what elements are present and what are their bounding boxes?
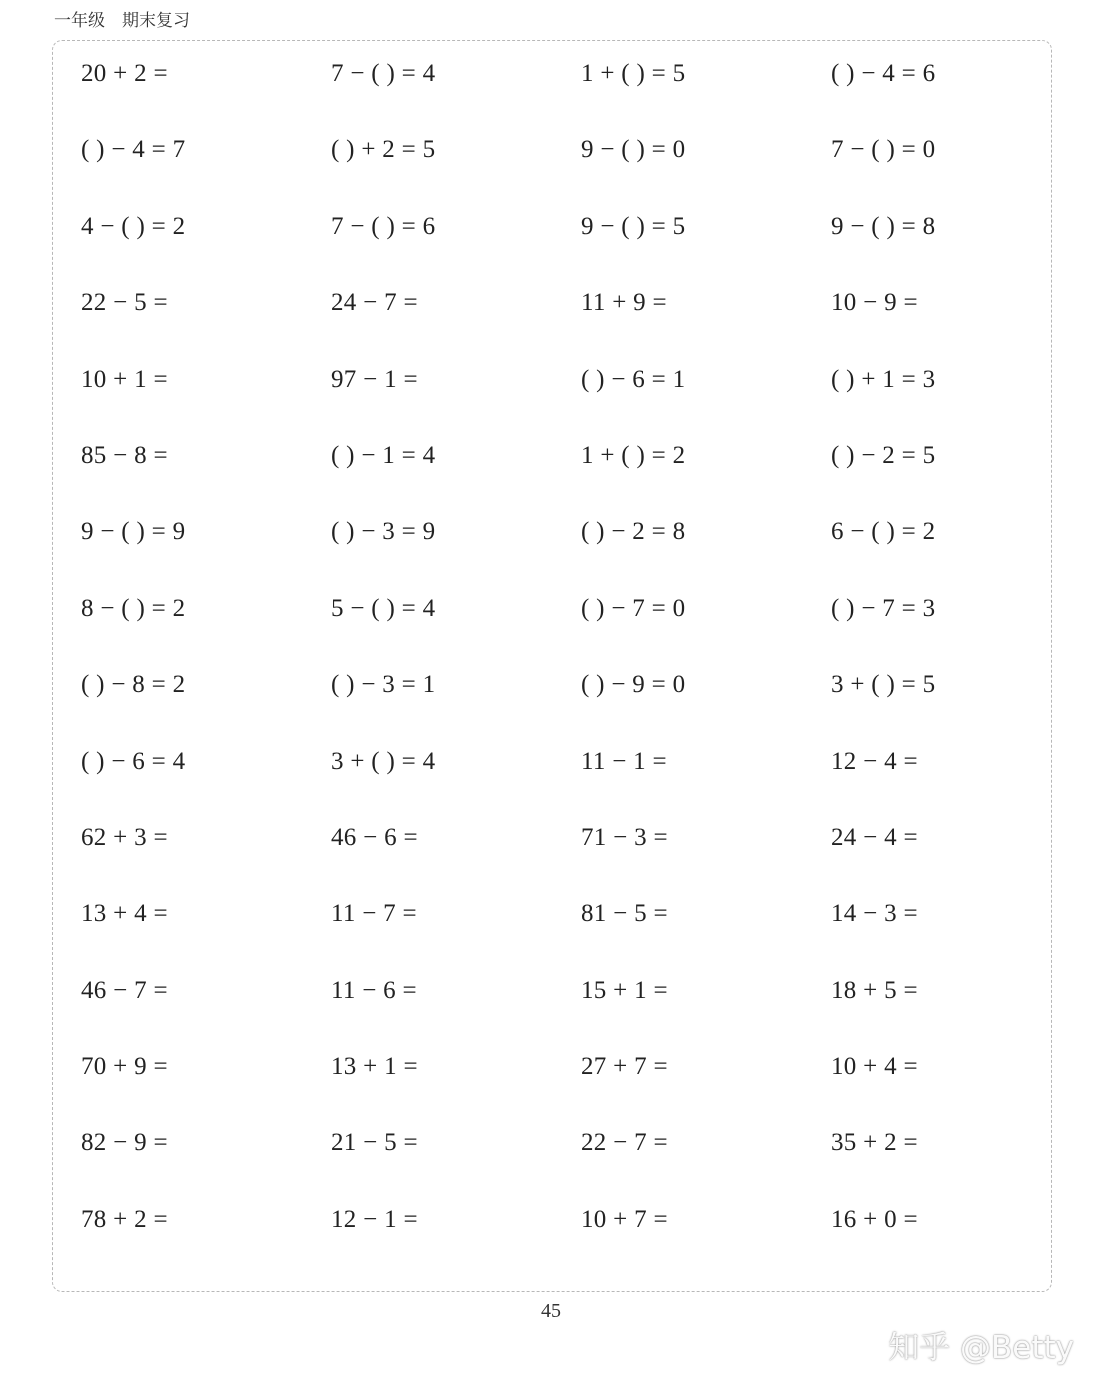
math-problem: ( ) − 6 = 1 [581,365,686,393]
math-problem: 10 + 1 = [81,365,168,393]
math-problem: ( ) − 4 = 7 [81,136,186,164]
math-problem: ( ) − 2 = 5 [831,441,936,469]
math-problem: 46 − 6 = [331,823,418,851]
math-problem: 12 − 1 = [331,1205,418,1233]
math-problem: 9 − ( ) = 8 [831,212,936,240]
math-problem: ( ) − 7 = 3 [831,594,936,622]
math-problem: 5 − ( ) = 4 [331,594,436,622]
math-problem: 82 − 9 = [81,1129,168,1157]
math-problem: ( ) + 2 = 5 [331,136,436,164]
math-problem: ( ) − 8 = 2 [81,671,186,699]
math-problem: 21 − 5 = [331,1129,418,1157]
watermark: 知乎 @Betty [888,1330,1074,1366]
math-problem: 3 + ( ) = 5 [831,671,936,699]
math-problem: 78 + 2 = [81,1205,168,1233]
math-problem: 9 − ( ) = 5 [581,212,686,240]
page-number: 45 [541,1300,561,1322]
math-problem: 9 − ( ) = 9 [81,518,186,546]
math-problem: 13 + 4 = [81,900,168,928]
math-problem: 97 − 1 = [331,365,418,393]
worksheet-header: 一年级 期末复习 [54,11,190,31]
math-problem: 9 − ( ) = 0 [581,136,686,164]
math-problem: 27 + 7 = [581,1053,668,1081]
math-problem: 11 − 1 = [581,747,667,775]
math-problem: 18 + 5 = [831,976,918,1004]
math-problem: 4 − ( ) = 2 [81,212,186,240]
math-problem: 22 − 7 = [581,1129,668,1157]
math-problem: 7 − ( ) = 6 [331,212,436,240]
math-problem: ( ) − 4 = 6 [831,60,936,87]
math-problem: 1 + ( ) = 2 [581,441,686,469]
math-problem: 7 − ( ) = 4 [331,60,436,87]
math-problem: 11 − 6 = [331,976,417,1004]
math-problem: 10 + 7 = [581,1205,668,1233]
math-problem: 11 − 7 = [331,900,417,928]
math-problem: 22 − 5 = [81,289,168,317]
math-problem: 46 − 7 = [81,976,168,1004]
problem-sheet [52,40,1052,1292]
math-problem: 24 − 7 = [331,289,418,317]
math-problem: 8 − ( ) = 2 [81,594,186,622]
math-problem: 6 − ( ) = 2 [831,518,936,546]
math-problem: 15 + 1 = [581,976,668,1004]
math-problem: ( ) − 6 = 4 [81,747,186,775]
math-problem: 10 + 4 = [831,1053,918,1081]
math-problem: 20 + 2 = [81,60,168,87]
math-problem: 85 − 8 = [81,441,168,469]
math-problem: 35 + 2 = [831,1129,918,1157]
math-problem: 1 + ( ) = 5 [581,60,686,87]
math-problem: 3 + ( ) = 4 [331,747,436,775]
math-problem: ( ) − 3 = 1 [331,671,436,699]
math-problem: ( ) − 7 = 0 [581,594,686,622]
math-problem: 12 − 4 = [831,747,918,775]
math-problem: 81 − 5 = [581,900,668,928]
math-problem: ( ) − 9 = 0 [581,671,686,699]
math-problem: ( ) − 3 = 9 [331,518,436,546]
math-problem: 7 − ( ) = 0 [831,136,936,164]
math-problem: 62 + 3 = [81,823,168,851]
math-problem: ( ) − 2 = 8 [581,518,686,546]
math-problem: 24 − 4 = [831,823,918,851]
math-problem: 11 + 9 = [581,289,667,317]
math-problem: 14 − 3 = [831,900,918,928]
math-problem: ( ) + 1 = 3 [831,365,936,393]
math-problem: 70 + 9 = [81,1053,168,1081]
problem-grid [81,58,1081,1280]
math-problem: 10 − 9 = [831,289,918,317]
math-problem: ( ) − 1 = 4 [331,441,436,469]
math-problem: 13 + 1 = [331,1053,418,1081]
math-problem: 16 + 0 = [831,1205,918,1233]
math-problem: 71 − 3 = [581,823,668,851]
